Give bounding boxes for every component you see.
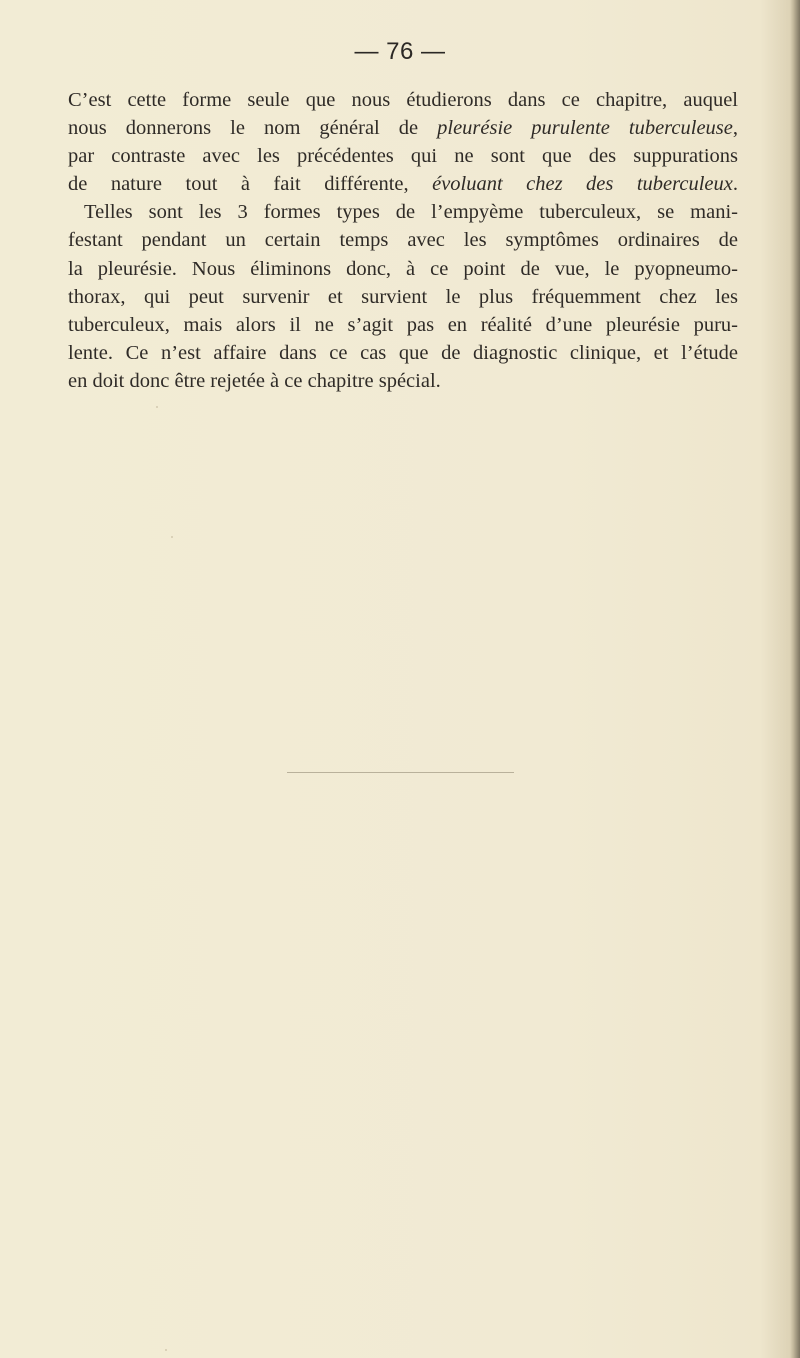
- text-run: thorax, qui peut survenir et survient le plus fréquemment chez les: [68, 285, 738, 308]
- text-run: en doit donc être rejetée à ce chapitre spécial.: [68, 369, 441, 392]
- text-run: tuberculeux, mais alors il ne s’agit pas en réalité d’une pleurésie puru-: [68, 313, 738, 336]
- text-run: par contraste avec les précédentes qui ne sont que des suppurations: [68, 145, 738, 168]
- text-line: [68, 339, 738, 367]
- text-line: [68, 198, 738, 226]
- text-line: [68, 255, 738, 283]
- text-run: la pleurésie. Nous éliminons donc, à ce point de vue, le pyopneumo-: [68, 257, 738, 280]
- text-run: de nature tout à fait différente,: [68, 173, 433, 196]
- text-run: .: [732, 173, 738, 196]
- paper-speck: [165, 1349, 167, 1351]
- text-line: [68, 142, 738, 170]
- paper-speck: [171, 536, 173, 538]
- text-line: [68, 226, 738, 254]
- page-edge-shadow: [790, 0, 800, 1358]
- text-run: lente. Ce n’est affaire dans ce cas que de diagnostic clinique, et l’étude: [68, 341, 738, 364]
- text-line: [68, 311, 738, 339]
- text-run: ,: [732, 117, 738, 140]
- text-line: [68, 367, 738, 395]
- italic-term: évoluant chez des tuberculeux: [432, 173, 733, 196]
- separator-rule: [287, 772, 514, 773]
- text-run: C’est cette forme seule que nous étudierons dans ce chapitre, auquel: [68, 89, 738, 111]
- text-run: festant pendant un certain temps avec les symptômes ordinaires de: [68, 229, 738, 252]
- text-line: [68, 114, 738, 142]
- italic-term: pleurésie purulente tuberculeuse: [437, 117, 733, 140]
- text-line: [68, 170, 738, 198]
- text-line: [68, 283, 738, 311]
- paper-speck: [156, 406, 158, 408]
- body-paragraph: [68, 86, 738, 395]
- page-number: — 76 —: [354, 38, 446, 65]
- text-line: [68, 86, 738, 114]
- text-run: Telles sont les 3 formes types de l’empyème tuberculeux, se mani-: [84, 201, 738, 224]
- text-run: nous donnerons le nom général de: [68, 117, 438, 140]
